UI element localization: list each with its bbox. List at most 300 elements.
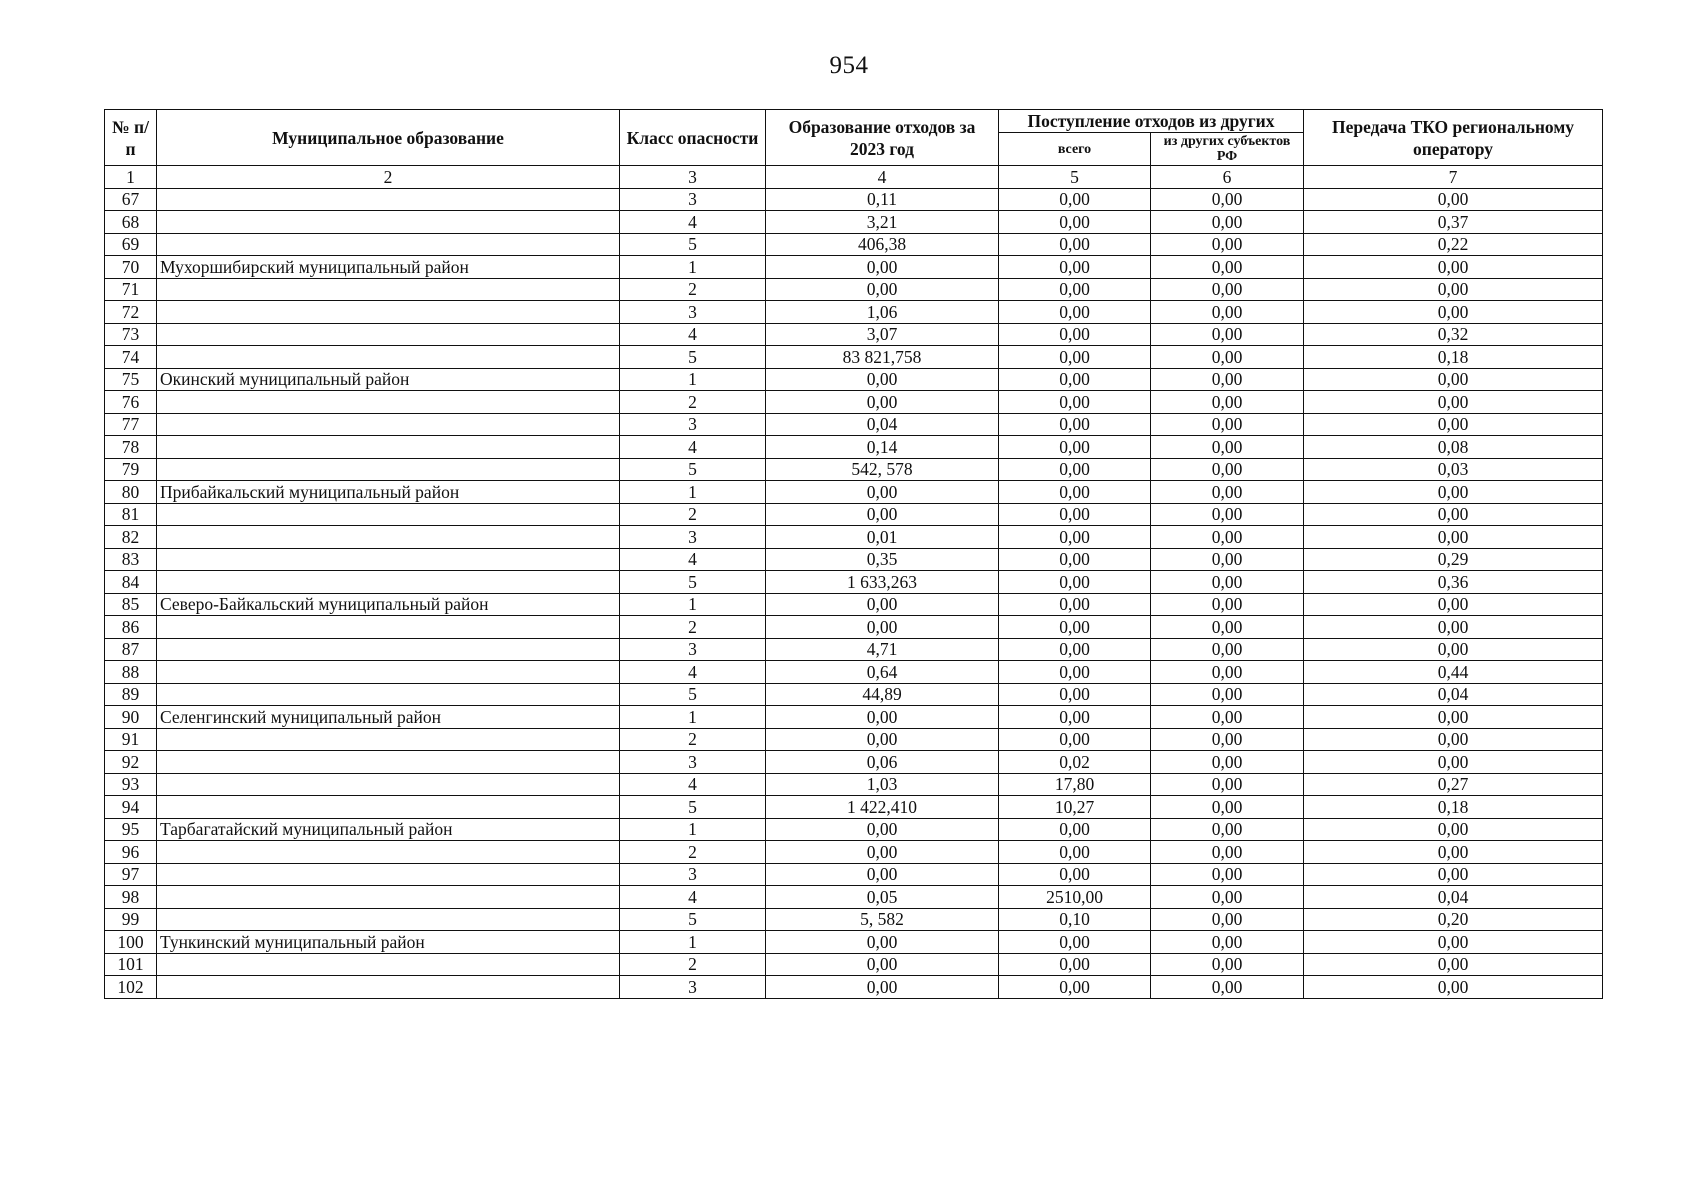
- table-row: [105, 706, 1603, 729]
- receipt-total-cell: 0,02: [999, 751, 1151, 774]
- municipality-cell: [157, 863, 620, 886]
- receipt-other-subjects-cell: 0,00: [1151, 503, 1304, 526]
- receipt-other-subjects-cell: 0,00: [1151, 278, 1304, 301]
- receipt-other-subjects-cell: 0,00: [1151, 346, 1304, 369]
- receipt-other-subjects-cell: 0,00: [1151, 458, 1304, 481]
- waste-table: [104, 109, 1603, 999]
- header-generation: Образование отходов за 2023 год: [766, 110, 999, 166]
- municipality-cell: [157, 661, 620, 684]
- receipt-total-cell: 0,00: [999, 391, 1151, 414]
- receipt-other-subjects-cell: 0,00: [1151, 683, 1304, 706]
- receipt-total-cell: 0,00: [999, 346, 1151, 369]
- transfer-cell: 0,00: [1304, 413, 1603, 436]
- municipality-cell: Окинский муниципальный район: [157, 368, 620, 391]
- municipality-cell: [157, 953, 620, 976]
- generation-cell: 0,00: [766, 616, 999, 639]
- receipt-other-subjects-cell: 0,00: [1151, 436, 1304, 459]
- table-row: [105, 368, 1603, 391]
- generation-cell: 1 422,410: [766, 796, 999, 819]
- hazard-class-cell: 1: [620, 368, 766, 391]
- receipt-total-cell: 0,00: [999, 706, 1151, 729]
- hazard-class-cell: 4: [620, 323, 766, 346]
- hazard-class-cell: 1: [620, 818, 766, 841]
- table-row: [105, 436, 1603, 459]
- transfer-cell: 0,20: [1304, 908, 1603, 931]
- hazard-class-cell: 3: [620, 413, 766, 436]
- row-number-cell: 82: [105, 526, 157, 549]
- row-number-cell: 102: [105, 976, 157, 999]
- row-number-cell: 90: [105, 706, 157, 729]
- receipt-total-cell: 0,00: [999, 436, 1151, 459]
- transfer-cell: 0,00: [1304, 368, 1603, 391]
- municipality-cell: [157, 751, 620, 774]
- municipality-cell: [157, 436, 620, 459]
- table-row: [105, 818, 1603, 841]
- generation-cell: 0,11: [766, 188, 999, 211]
- receipt-total-cell: 0,00: [999, 841, 1151, 864]
- table-row: [105, 278, 1603, 301]
- transfer-cell: 0,00: [1304, 863, 1603, 886]
- municipality-cell: [157, 458, 620, 481]
- transfer-cell: 0,04: [1304, 683, 1603, 706]
- table-row: [105, 683, 1603, 706]
- row-number-cell: 101: [105, 953, 157, 976]
- row-number-cell: 78: [105, 436, 157, 459]
- receipt-total-cell: 0,00: [999, 278, 1151, 301]
- table-row: [105, 211, 1603, 234]
- receipt-total-cell: 0,00: [999, 211, 1151, 234]
- hazard-class-cell: 2: [620, 278, 766, 301]
- receipt-other-subjects-cell: 0,00: [1151, 728, 1304, 751]
- transfer-cell: 0,00: [1304, 481, 1603, 504]
- row-number-cell: 83: [105, 548, 157, 571]
- receipt-other-subjects-cell: 0,00: [1151, 391, 1304, 414]
- receipt-total-cell: 0,00: [999, 458, 1151, 481]
- municipality-cell: Тункинский муниципальный район: [157, 931, 620, 954]
- table-row: [105, 593, 1603, 616]
- table-row: [105, 953, 1603, 976]
- transfer-cell: 0,00: [1304, 931, 1603, 954]
- transfer-cell: 0,18: [1304, 796, 1603, 819]
- receipt-total-cell: 0,00: [999, 616, 1151, 639]
- row-number-cell: 69: [105, 233, 157, 256]
- receipt-total-cell: 0,00: [999, 323, 1151, 346]
- transfer-cell: 0,44: [1304, 661, 1603, 684]
- transfer-cell: 0,00: [1304, 301, 1603, 324]
- row-number-cell: 85: [105, 593, 157, 616]
- hazard-class-cell: 1: [620, 706, 766, 729]
- receipt-other-subjects-cell: 0,00: [1151, 256, 1304, 279]
- column-number: 7: [1304, 166, 1603, 189]
- row-number-cell: 77: [105, 413, 157, 436]
- generation-cell: 3,21: [766, 211, 999, 234]
- receipt-total-cell: 0,00: [999, 368, 1151, 391]
- receipt-total-cell: 0,00: [999, 683, 1151, 706]
- generation-cell: 0,00: [766, 706, 999, 729]
- table-row: [105, 638, 1603, 661]
- receipt-other-subjects-cell: 0,00: [1151, 616, 1304, 639]
- table-row: [105, 931, 1603, 954]
- table-row: [105, 751, 1603, 774]
- row-number-cell: 71: [105, 278, 157, 301]
- generation-cell: 0,01: [766, 526, 999, 549]
- municipality-cell: [157, 773, 620, 796]
- hazard-class-cell: 5: [620, 908, 766, 931]
- table-row: [105, 841, 1603, 864]
- row-number-cell: 97: [105, 863, 157, 886]
- row-number-cell: 86: [105, 616, 157, 639]
- table-row: [105, 233, 1603, 256]
- receipt-other-subjects-cell: 0,00: [1151, 638, 1304, 661]
- generation-cell: 5, 582: [766, 908, 999, 931]
- generation-cell: 0,00: [766, 931, 999, 954]
- hazard-class-cell: 4: [620, 436, 766, 459]
- table-row: [105, 773, 1603, 796]
- generation-cell: 0,00: [766, 391, 999, 414]
- generation-cell: 0,00: [766, 818, 999, 841]
- receipt-total-cell: 0,00: [999, 953, 1151, 976]
- receipt-total-cell: 0,00: [999, 931, 1151, 954]
- generation-cell: 0,00: [766, 593, 999, 616]
- transfer-cell: 0,00: [1304, 818, 1603, 841]
- generation-cell: 0,00: [766, 728, 999, 751]
- row-number-cell: 73: [105, 323, 157, 346]
- hazard-class-cell: 4: [620, 661, 766, 684]
- table-row: [105, 346, 1603, 369]
- municipality-cell: [157, 503, 620, 526]
- transfer-cell: 0,18: [1304, 346, 1603, 369]
- generation-cell: 1,03: [766, 773, 999, 796]
- hazard-class-cell: 5: [620, 796, 766, 819]
- transfer-cell: 0,00: [1304, 728, 1603, 751]
- generation-cell: 0,06: [766, 751, 999, 774]
- transfer-cell: 0,00: [1304, 593, 1603, 616]
- generation-cell: 0,00: [766, 256, 999, 279]
- transfer-cell: 0,00: [1304, 526, 1603, 549]
- transfer-cell: 0,00: [1304, 616, 1603, 639]
- municipality-cell: Тарбагатайский муниципальный район: [157, 818, 620, 841]
- generation-cell: 0,64: [766, 661, 999, 684]
- row-number-cell: 99: [105, 908, 157, 931]
- table-row: [105, 616, 1603, 639]
- hazard-class-cell: 4: [620, 548, 766, 571]
- generation-cell: 44,89: [766, 683, 999, 706]
- receipt-other-subjects-cell: 0,00: [1151, 323, 1304, 346]
- generation-cell: 0,04: [766, 413, 999, 436]
- hazard-class-cell: 3: [620, 638, 766, 661]
- receipt-total-cell: 10,27: [999, 796, 1151, 819]
- table-row: [105, 976, 1603, 999]
- row-number-cell: 70: [105, 256, 157, 279]
- table-row: [105, 796, 1603, 819]
- hazard-class-cell: 3: [620, 863, 766, 886]
- row-number-cell: 100: [105, 931, 157, 954]
- receipt-total-cell: 0,00: [999, 233, 1151, 256]
- receipt-other-subjects-cell: 0,00: [1151, 661, 1304, 684]
- receipt-other-subjects-cell: 0,00: [1151, 796, 1304, 819]
- receipt-total-cell: 0,00: [999, 413, 1151, 436]
- municipality-cell: [157, 616, 620, 639]
- hazard-class-cell: 1: [620, 931, 766, 954]
- transfer-cell: 0,00: [1304, 256, 1603, 279]
- generation-cell: 0,35: [766, 548, 999, 571]
- table-row: [105, 391, 1603, 414]
- receipt-total-cell: 0,00: [999, 256, 1151, 279]
- receipt-total-cell: 0,00: [999, 571, 1151, 594]
- receipt-other-subjects-cell: 0,00: [1151, 931, 1304, 954]
- municipality-cell: [157, 728, 620, 751]
- table-row: [105, 301, 1603, 324]
- receipt-total-cell: 0,00: [999, 481, 1151, 504]
- table-row: [105, 526, 1603, 549]
- header-hazard-class: Класс опасности: [620, 110, 766, 166]
- generation-cell: 83 821,758: [766, 346, 999, 369]
- municipality-cell: Северо-Байкальский муниципальный район: [157, 593, 620, 616]
- receipt-other-subjects-cell: 0,00: [1151, 301, 1304, 324]
- receipt-other-subjects-cell: 0,00: [1151, 706, 1304, 729]
- receipt-total-cell: 0,00: [999, 548, 1151, 571]
- hazard-class-cell: 2: [620, 503, 766, 526]
- municipality-cell: [157, 278, 620, 301]
- row-number-cell: 92: [105, 751, 157, 774]
- transfer-cell: 0,00: [1304, 953, 1603, 976]
- receipt-other-subjects-cell: 0,00: [1151, 526, 1304, 549]
- row-number-cell: 68: [105, 211, 157, 234]
- receipt-total-cell: 0,00: [999, 863, 1151, 886]
- municipality-cell: [157, 188, 620, 211]
- municipality-cell: [157, 548, 620, 571]
- column-number: 6: [1151, 166, 1304, 189]
- generation-cell: 542, 578: [766, 458, 999, 481]
- receipt-total-cell: 0,00: [999, 188, 1151, 211]
- table-body: [105, 166, 1603, 999]
- municipality-cell: [157, 346, 620, 369]
- table-row: [105, 548, 1603, 571]
- row-number-cell: 98: [105, 886, 157, 909]
- hazard-class-cell: 4: [620, 211, 766, 234]
- table-row: [105, 908, 1603, 931]
- transfer-cell: 0,29: [1304, 548, 1603, 571]
- column-number: 1: [105, 166, 157, 189]
- column-number: 4: [766, 166, 999, 189]
- row-number-cell: 76: [105, 391, 157, 414]
- hazard-class-cell: 4: [620, 886, 766, 909]
- receipt-total-cell: 0,00: [999, 728, 1151, 751]
- row-number-cell: 87: [105, 638, 157, 661]
- municipality-cell: [157, 841, 620, 864]
- table-row: [105, 886, 1603, 909]
- receipt-other-subjects-cell: 0,00: [1151, 548, 1304, 571]
- row-number-cell: 89: [105, 683, 157, 706]
- receipt-other-subjects-cell: 0,00: [1151, 773, 1304, 796]
- header-receipt-total: всего: [999, 133, 1151, 166]
- hazard-class-cell: 2: [620, 841, 766, 864]
- municipality-cell: [157, 301, 620, 324]
- hazard-class-cell: 3: [620, 301, 766, 324]
- municipality-cell: [157, 638, 620, 661]
- receipt-other-subjects-cell: 0,00: [1151, 188, 1304, 211]
- generation-cell: 0,00: [766, 976, 999, 999]
- row-number-cell: 81: [105, 503, 157, 526]
- transfer-cell: 0,00: [1304, 841, 1603, 864]
- generation-cell: 1,06: [766, 301, 999, 324]
- hazard-class-cell: 5: [620, 458, 766, 481]
- table-row: [105, 458, 1603, 481]
- row-number-cell: 95: [105, 818, 157, 841]
- table-row: [105, 863, 1603, 886]
- hazard-class-cell: 2: [620, 728, 766, 751]
- receipt-total-cell: 0,00: [999, 976, 1151, 999]
- transfer-cell: 0,22: [1304, 233, 1603, 256]
- receipt-total-cell: 0,00: [999, 661, 1151, 684]
- transfer-cell: 0,00: [1304, 503, 1603, 526]
- generation-cell: 3,07: [766, 323, 999, 346]
- hazard-class-cell: 3: [620, 526, 766, 549]
- header-municipality: Муниципальное образование: [157, 110, 620, 166]
- municipality-cell: [157, 526, 620, 549]
- generation-cell: 0,00: [766, 278, 999, 301]
- receipt-other-subjects-cell: 0,00: [1151, 413, 1304, 436]
- hazard-class-cell: 5: [620, 346, 766, 369]
- receipt-other-subjects-cell: 0,00: [1151, 571, 1304, 594]
- transfer-cell: 0,08: [1304, 436, 1603, 459]
- receipt-other-subjects-cell: 0,00: [1151, 368, 1304, 391]
- hazard-class-cell: 1: [620, 593, 766, 616]
- hazard-class-cell: 3: [620, 976, 766, 999]
- municipality-cell: [157, 413, 620, 436]
- generation-cell: 0,00: [766, 503, 999, 526]
- row-number-cell: 91: [105, 728, 157, 751]
- municipality-cell: [157, 796, 620, 819]
- row-number-cell: 93: [105, 773, 157, 796]
- hazard-class-cell: 4: [620, 773, 766, 796]
- header-num: № п/п: [105, 110, 157, 166]
- transfer-cell: 0,32: [1304, 323, 1603, 346]
- transfer-cell: 0,03: [1304, 458, 1603, 481]
- table-header: [105, 110, 1603, 166]
- generation-cell: 1 633,263: [766, 571, 999, 594]
- generation-cell: 0,00: [766, 841, 999, 864]
- receipt-other-subjects-cell: 0,00: [1151, 233, 1304, 256]
- row-number-cell: 79: [105, 458, 157, 481]
- page-number: 954: [829, 52, 869, 79]
- table-row: [105, 188, 1603, 211]
- municipality-cell: [157, 976, 620, 999]
- transfer-cell: 0,00: [1304, 278, 1603, 301]
- table-row: [105, 728, 1603, 751]
- row-number-cell: 72: [105, 301, 157, 324]
- municipality-cell: [157, 683, 620, 706]
- receipt-other-subjects-cell: 0,00: [1151, 863, 1304, 886]
- municipality-cell: Прибайкальский муниципальный район: [157, 481, 620, 504]
- row-number-cell: 96: [105, 841, 157, 864]
- table-row: [105, 661, 1603, 684]
- transfer-cell: 0,37: [1304, 211, 1603, 234]
- transfer-cell: 0,04: [1304, 886, 1603, 909]
- hazard-class-cell: 2: [620, 391, 766, 414]
- hazard-class-cell: 3: [620, 751, 766, 774]
- receipt-other-subjects-cell: 0,00: [1151, 481, 1304, 504]
- generation-cell: 406,38: [766, 233, 999, 256]
- generation-cell: 0,00: [766, 481, 999, 504]
- receipt-total-cell: 0,00: [999, 593, 1151, 616]
- receipt-total-cell: 0,00: [999, 301, 1151, 324]
- transfer-cell: 0,00: [1304, 638, 1603, 661]
- table-row: [105, 481, 1603, 504]
- column-number: 5: [999, 166, 1151, 189]
- receipt-other-subjects-cell: 0,00: [1151, 751, 1304, 774]
- receipt-other-subjects-cell: 0,00: [1151, 841, 1304, 864]
- row-number-cell: 84: [105, 571, 157, 594]
- row-number-cell: 88: [105, 661, 157, 684]
- receipt-total-cell: 0,00: [999, 638, 1151, 661]
- generation-cell: 0,00: [766, 368, 999, 391]
- hazard-class-cell: 2: [620, 616, 766, 639]
- row-number-cell: 80: [105, 481, 157, 504]
- municipality-cell: [157, 323, 620, 346]
- transfer-cell: 0,36: [1304, 571, 1603, 594]
- receipt-total-cell: 0,10: [999, 908, 1151, 931]
- generation-cell: 4,71: [766, 638, 999, 661]
- column-number-row: [105, 166, 1603, 189]
- generation-cell: 0,00: [766, 953, 999, 976]
- municipality-cell: [157, 391, 620, 414]
- table-row: [105, 503, 1603, 526]
- hazard-class-cell: 2: [620, 953, 766, 976]
- transfer-cell: 0,00: [1304, 188, 1603, 211]
- municipality-cell: [157, 211, 620, 234]
- row-number-cell: 94: [105, 796, 157, 819]
- receipt-other-subjects-cell: 0,00: [1151, 886, 1304, 909]
- municipality-cell: [157, 886, 620, 909]
- municipality-cell: Мухоршибирский муниципальный район: [157, 256, 620, 279]
- receipt-other-subjects-cell: 0,00: [1151, 593, 1304, 616]
- row-number-cell: 75: [105, 368, 157, 391]
- municipality-cell: [157, 571, 620, 594]
- header-transfer: Передача ТКО региональному оператору: [1304, 110, 1603, 166]
- table-row: [105, 413, 1603, 436]
- column-number: 3: [620, 166, 766, 189]
- table-row: [105, 256, 1603, 279]
- table-row: [105, 323, 1603, 346]
- header-receipt-other-subjects: из других субъектов РФ: [1151, 133, 1304, 166]
- hazard-class-cell: 1: [620, 256, 766, 279]
- receipt-other-subjects-cell: 0,00: [1151, 818, 1304, 841]
- hazard-class-cell: 1: [620, 481, 766, 504]
- hazard-class-cell: 5: [620, 683, 766, 706]
- municipality-cell: [157, 233, 620, 256]
- receipt-other-subjects-cell: 0,00: [1151, 953, 1304, 976]
- receipt-total-cell: 0,00: [999, 503, 1151, 526]
- transfer-cell: 0,00: [1304, 751, 1603, 774]
- row-number-cell: 74: [105, 346, 157, 369]
- table-row: [105, 571, 1603, 594]
- column-number: 2: [157, 166, 620, 189]
- generation-cell: 0,00: [766, 863, 999, 886]
- hazard-class-cell: 5: [620, 571, 766, 594]
- municipality-cell: [157, 908, 620, 931]
- transfer-cell: 0,00: [1304, 391, 1603, 414]
- receipt-total-cell: 0,00: [999, 818, 1151, 841]
- transfer-cell: 0,27: [1304, 773, 1603, 796]
- receipt-total-cell: 0,00: [999, 526, 1151, 549]
- receipt-other-subjects-cell: 0,00: [1151, 211, 1304, 234]
- receipt-total-cell: 2510,00: [999, 886, 1151, 909]
- receipt-other-subjects-cell: 0,00: [1151, 908, 1304, 931]
- generation-cell: 0,14: [766, 436, 999, 459]
- transfer-cell: 0,00: [1304, 706, 1603, 729]
- hazard-class-cell: 5: [620, 233, 766, 256]
